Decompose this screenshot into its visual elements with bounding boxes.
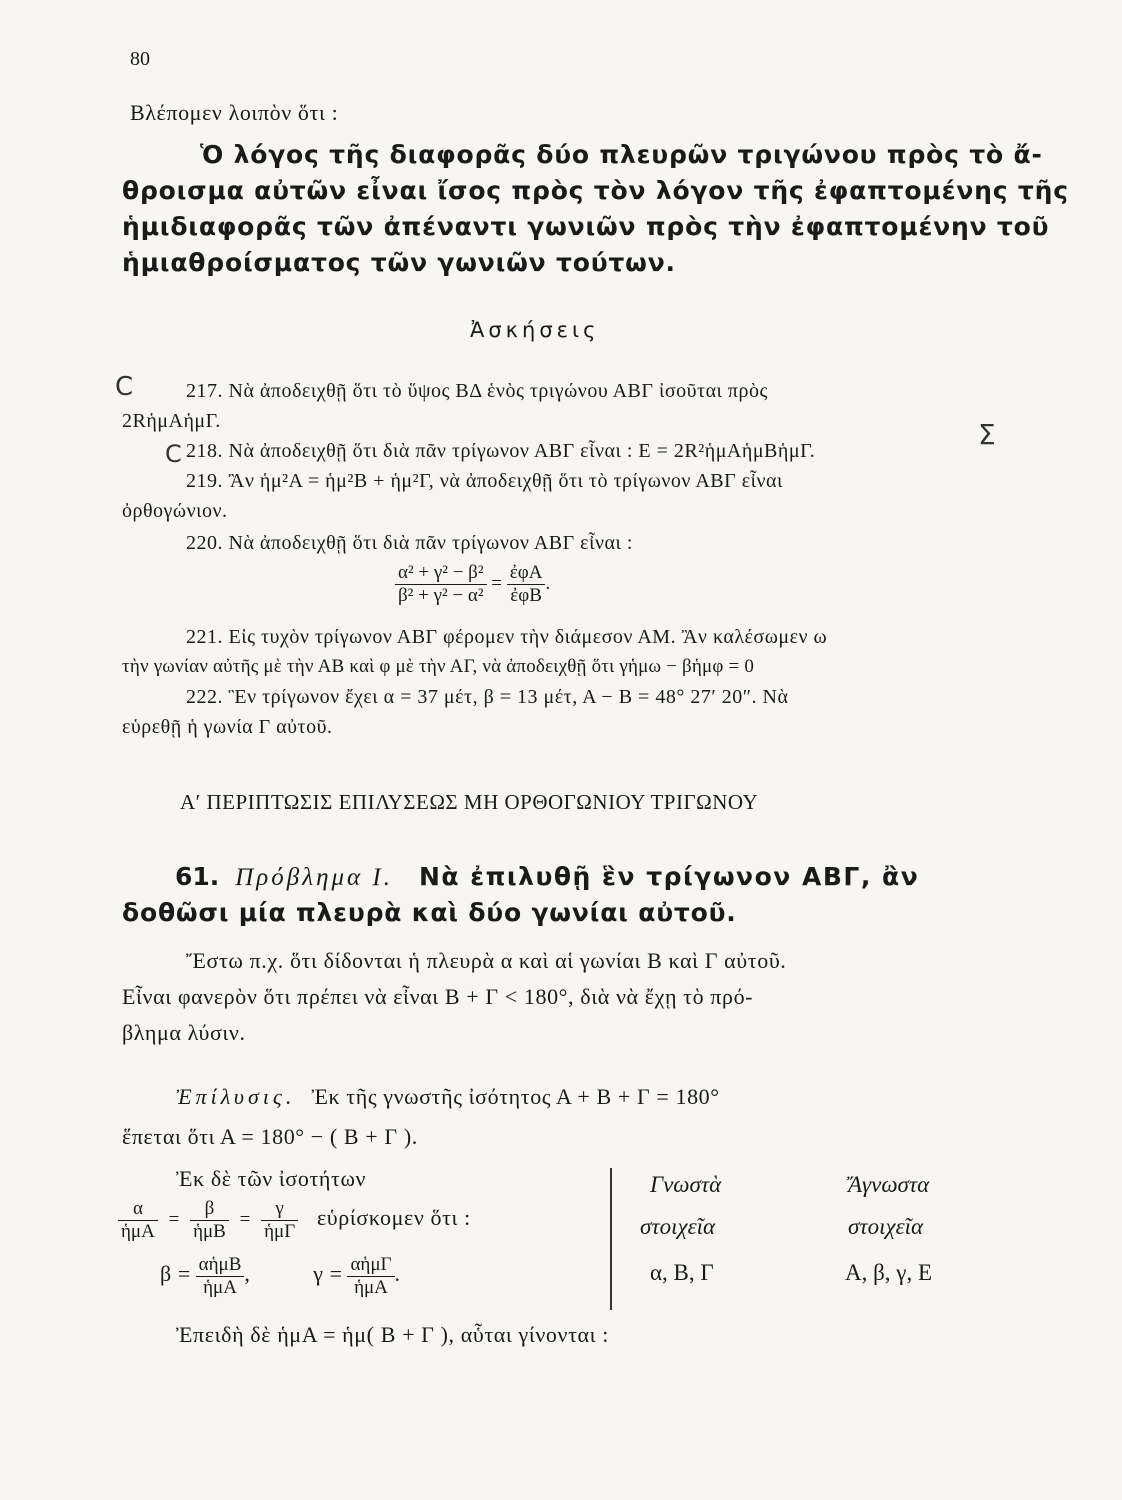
ratio-c-denominator: ἡμΓ (264, 1221, 296, 1242)
ratio-b-denominator: ἡμΒ (193, 1221, 226, 1242)
formula-right-numerator: ἐφΑ (507, 562, 546, 585)
beta-lhs: β = (160, 1260, 191, 1286)
formula-period: . (545, 572, 551, 594)
known-values: α, Β, Γ (650, 1260, 714, 1285)
ratio-a-numerator: α (118, 1198, 158, 1221)
body-line-2: Εἶναι φανερὸν ὅτι πρέπει νὰ εἶναι Β + Γ < 180°, διὰ νὰ ἔχῃ τὸ πρό- (122, 984, 754, 1009)
beta-comma: , (244, 1260, 251, 1286)
exercise-219-line-2: ὀρθογώνιον. (122, 500, 228, 522)
section-heading: Α′ ΠΕΡΙΠΤΩΣΙΣ ΕΠΙΛΥΣΕΩΣ ΜΗ ΟΡΘΟΓΩΝΙΟΥ ΤΡΙΓΩΝΟΥ (180, 790, 759, 814)
ratio-b-numerator: β (190, 1198, 229, 1221)
exercise-220-formula (395, 562, 550, 607)
body-line-3: βλημα λύσιν. (122, 1020, 246, 1045)
ratio-a-denominator: ἡμΑ (121, 1221, 155, 1242)
beta-denominator: ἡμΑ (203, 1277, 237, 1298)
exercise-217-line-2: 2RἡμΑἡμΓ. (122, 410, 221, 432)
ratio-c (261, 1198, 298, 1243)
page-number: 80 (130, 48, 150, 70)
exercise-221-line-1: 221. Εἰς τυχὸν τρίγωνον ΑΒΓ φέρομεν τὴν διάμεσον ΑΜ. Ἂν καλέσωμεν ω (186, 626, 828, 648)
problem-label: Πρόβλημα Ι. (235, 864, 393, 891)
gamma-lhs: γ = (313, 1260, 343, 1286)
problem-statement-2: δοθῶσι μία πλευρὰ καὶ δύο γωνίαι αὐτοῦ. (122, 898, 737, 927)
formula-equals: = (491, 572, 503, 594)
ratio-a (118, 1198, 158, 1243)
solution-last-line: Ἐπειδὴ δὲ ἡμΑ = ἡμ( Β + Γ ), αὗται γίνονται : (176, 1322, 609, 1347)
unknown-values: Α, β, γ, Ε (845, 1260, 933, 1285)
ratio-equals-1: = (168, 1208, 180, 1230)
known-header-2: στοιχεῖα (640, 1214, 716, 1239)
theorem-line-1: Ὁ λόγος τῆς διαφορᾶς δύο πλευρῶν τριγώνου πρὸς τὸ ἄ- (200, 140, 1043, 169)
ratio-formula (118, 1198, 471, 1243)
problem-heading (175, 862, 919, 892)
exercise-219-line-1: 219. Ἂν ἡμ²Α = ἡμ²Β + ἡμ²Γ, νὰ ἀποδειχθῇ ὅτι τὸ τρίγωνον ΑΒΓ εἶναι (186, 470, 783, 492)
formula-left-denominator: β² + γ² − α² (398, 585, 484, 606)
solution-text-1: Ἐκ τῆς γνωστῆς ἰσότητος Α + Β + Γ = 180° (311, 1084, 720, 1109)
beta-fraction (196, 1254, 245, 1299)
exercise-222-line-1: 222. Ἓν τρίγωνον ἔχει α = 37 μέτ, β = 13 μέτ, Α − Β = 48° 27′ 20″. Νὰ (186, 686, 789, 708)
problem-statement-1: Νὰ ἐπιλυθῇ ἓν τρίγωνον ΑΒΓ, ἂν (418, 862, 920, 891)
theorem-line-3: ἡμιδιαφορᾶς τῶν ἀπέναντι γωνιῶν πρὸς τὴν ἐφαπτομένην τοῦ (122, 212, 1050, 241)
body-line-1: Ἔστω π.χ. ὅτι δίδονται ἡ πλευρὰ α καὶ αἱ γωνίαι Β καὶ Γ αὐτοῦ. (186, 948, 787, 973)
solution-line-2: ἕπεται ὅτι Α = 180° − ( Β + Γ ). (122, 1124, 418, 1149)
ratio-equals-2: = (239, 1208, 251, 1230)
exercise-220: 220. Νὰ ἀποδειχθῇ ὅτι διὰ πᾶν τρίγωνον ΑΒΓ εἶναι : (186, 532, 633, 554)
formula-left-numerator: α² + γ² − β² (395, 562, 487, 585)
gamma-denominator: ἡμΑ (354, 1277, 388, 1298)
formula-right-denominator: ἐφΒ (510, 585, 542, 606)
intro-text: Βλέπομεν λοιπὸν ὅτι : (130, 100, 339, 125)
exercise-222-line-2: εὑρεθῇ ἡ γωνία Γ αὐτοῦ. (122, 716, 333, 738)
unknown-header-2: στοιχεῖα (848, 1214, 924, 1239)
exercise-218: 218. Νὰ ἀποδειχθῇ ὅτι διὰ πᾶν τρίγωνον ΑΒΓ εἶναι : Ε = 2R²ἡμΑἡμΒἡμΓ. (186, 440, 816, 462)
margin-mark-218: C (165, 440, 182, 468)
ratio-c-numerator: γ (261, 1198, 298, 1221)
table-divider (610, 1168, 612, 1310)
formula-left-fraction (395, 562, 487, 607)
gamma-numerator: αἡμΓ (347, 1254, 394, 1277)
beta-numerator: αἡμΒ (196, 1254, 245, 1277)
gamma-fraction (347, 1254, 394, 1299)
gamma-period: . (394, 1260, 401, 1286)
problem-number: 61. (175, 862, 220, 891)
ratio-b (190, 1198, 229, 1243)
theorem-line-2: θροισμα αὐτῶν εἶναι ἴσος πρὸς τὸν λόγον τῆς ἐφαπτομένης τῆς (122, 176, 1069, 205)
solution-label: Ἐπίλυσις. (176, 1084, 296, 1109)
formula-right-fraction (507, 562, 546, 607)
exercise-221-line-2: τὴν γωνίαν αὐτῆς μὲ τὴν ΑΒ καὶ φ μὲ τὴν ΑΓ, νὰ ἀποδειχθῇ ὅτι γἡμω − βἡμφ = 0 (122, 656, 755, 677)
known-header-1: Γνωστὰ (650, 1172, 722, 1197)
margin-mark-219: Σ (978, 418, 996, 451)
theorem-line-4: ἡμιαθροίσματος τῶν γωνιῶν τούτων. (122, 248, 676, 277)
margin-mark-217: C (115, 372, 134, 402)
unknown-header-1: Ἄγνωστα (848, 1172, 930, 1197)
solution-line-1 (176, 1084, 720, 1110)
solution-line-3: Ἐκ δὲ τῶν ἰσοτήτων (176, 1166, 367, 1191)
beta-gamma-formula (160, 1254, 401, 1299)
exercise-217-line-1: 217. Νὰ ἀποδειχθῇ ὅτι τὸ ὕψος ΒΔ ἑνὸς τριγώνου ΑΒΓ ἰσοῦται πρὸς (186, 380, 768, 402)
exercises-heading: Ἀσκήσεις (470, 318, 600, 342)
finds-text: εὑρίσκομεν ὅτι : (316, 1204, 471, 1230)
